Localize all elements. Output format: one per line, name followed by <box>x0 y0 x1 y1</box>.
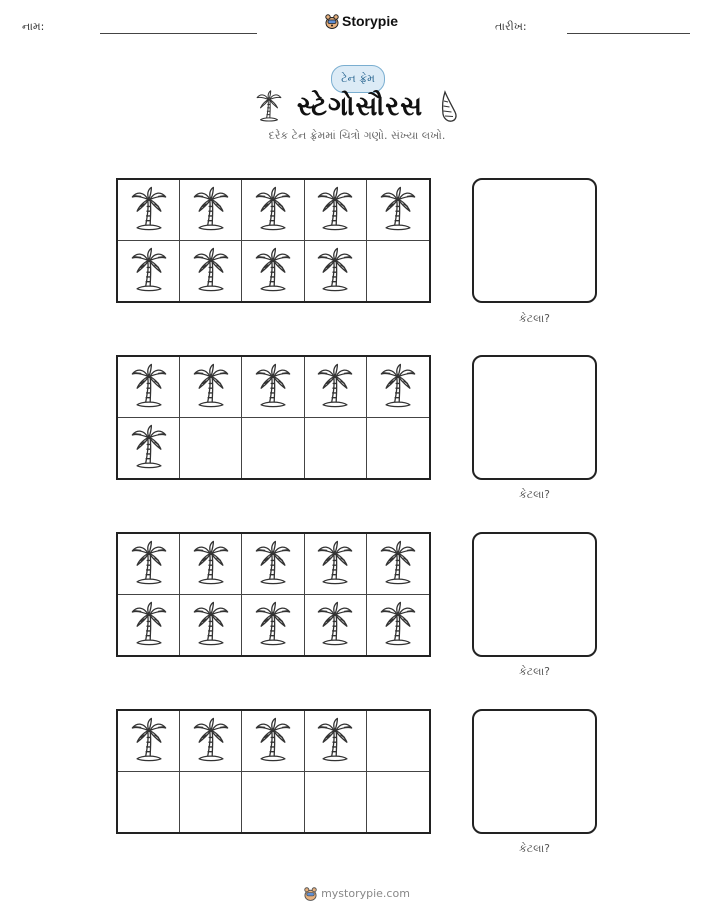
ten-frame-cell <box>118 241 180 302</box>
ten-frame-cell <box>305 241 367 302</box>
ten-frame-cell <box>242 357 304 418</box>
palm-tree-icon <box>130 247 168 295</box>
name-label: નામ: <box>22 20 45 33</box>
mascot-icon <box>325 13 339 29</box>
palm-tree-icon <box>379 186 417 234</box>
ten-frame-cell <box>367 180 429 241</box>
how-many-label-4: કેટલા? <box>518 842 551 855</box>
palm-tree-icon <box>192 601 230 649</box>
date-line[interactable] <box>567 33 690 34</box>
title-row <box>0 87 714 127</box>
ten-frame-cell <box>118 772 180 833</box>
footer <box>0 886 714 901</box>
palm-tree-icon <box>254 601 292 649</box>
palm-tree-icon <box>130 424 168 472</box>
ten-frame-cell <box>118 180 180 241</box>
ten-frame-cell <box>367 534 429 595</box>
topic-tag: ટેન ફ્રેમ <box>331 65 385 93</box>
palm-tree-icon <box>130 186 168 234</box>
ten-frame-cell <box>305 772 367 833</box>
palm-tree-icon <box>254 717 292 765</box>
how-many-label-3: કેટલા? <box>518 665 551 678</box>
ten-frame-4 <box>116 709 431 834</box>
ten-frame-cell <box>242 241 304 302</box>
ten-frame-cell <box>180 180 242 241</box>
ten-frame-cell <box>118 711 180 772</box>
palm-tree-icon <box>130 717 168 765</box>
answer-box-3[interactable] <box>472 532 597 657</box>
ten-frame-cell <box>180 595 242 656</box>
palm-tree-icon <box>130 363 168 411</box>
palm-tree-icon <box>192 363 230 411</box>
palm-tree-icon <box>254 186 292 234</box>
ten-frame-cell <box>367 418 429 479</box>
ten-frame-cell <box>242 418 304 479</box>
date-label: તારીખ: <box>495 20 527 33</box>
palm-tree-icon <box>130 540 168 588</box>
answer-box-4[interactable] <box>472 709 597 834</box>
palm-tree-icon <box>316 601 354 649</box>
brand-name: Storypie <box>342 13 399 29</box>
palm-tree-icon <box>254 540 292 588</box>
stegosaurus-spike-icon <box>437 90 459 124</box>
how-many-label-2: કેટલા? <box>518 488 551 501</box>
ten-frame-cell <box>305 711 367 772</box>
palm-tree-icon <box>192 186 230 234</box>
ten-frame-cell <box>305 418 367 479</box>
palm-tree-icon <box>254 363 292 411</box>
palm-tree-icon <box>254 247 292 295</box>
palm-tree-icon <box>316 186 354 234</box>
ten-frame-cell <box>367 357 429 418</box>
ten-frame-cell <box>367 772 429 833</box>
ten-frame-cell <box>305 357 367 418</box>
mascot-icon <box>304 886 317 901</box>
ten-frame-1 <box>116 178 431 303</box>
ten-frame-3 <box>116 532 431 657</box>
instructions: દરેક ટેન ફ્રેમમાં ચિત્રો ગણો. સંખ્યા લખો. <box>268 129 446 142</box>
ten-frame-cell <box>118 357 180 418</box>
ten-frame-cell <box>180 241 242 302</box>
ten-frame-cell <box>118 418 180 479</box>
ten-frame-cell <box>180 357 242 418</box>
ten-frame-cell <box>367 241 429 302</box>
footer-url[interactable]: mystorypie.com <box>321 887 410 900</box>
ten-frame-cell <box>367 711 429 772</box>
palm-tree-icon <box>316 247 354 295</box>
brand-logo <box>325 13 398 29</box>
ten-frame-cell <box>242 711 304 772</box>
ten-frame-2 <box>116 355 431 480</box>
palm-tree-icon <box>379 601 417 649</box>
ten-frame-cell <box>305 534 367 595</box>
ten-frame-cell <box>242 772 304 833</box>
ten-frame-cell <box>242 534 304 595</box>
palm-tree-icon <box>192 717 230 765</box>
palm-tree-icon <box>316 540 354 588</box>
answer-box-2[interactable] <box>472 355 597 480</box>
palm-tree-icon <box>379 363 417 411</box>
palm-tree-icon <box>379 540 417 588</box>
palm-tree-icon <box>130 601 168 649</box>
ten-frame-cell <box>180 772 242 833</box>
how-many-label-1: કેટલા? <box>518 312 551 325</box>
ten-frame-cell <box>180 711 242 772</box>
ten-frame-cell <box>118 595 180 656</box>
name-line[interactable] <box>100 33 257 34</box>
page-title: સ્ટેગોસૌરસ <box>296 91 424 122</box>
palm-tree-icon <box>316 717 354 765</box>
answer-box-1[interactable] <box>472 178 597 303</box>
palm-tree-icon <box>255 90 283 124</box>
ten-frame-cell <box>180 418 242 479</box>
ten-frame-cell <box>242 595 304 656</box>
palm-tree-icon <box>192 247 230 295</box>
palm-tree-icon <box>192 540 230 588</box>
ten-frame-cell <box>367 595 429 656</box>
ten-frame-cell <box>118 534 180 595</box>
ten-frame-cell <box>180 534 242 595</box>
ten-frame-cell <box>242 180 304 241</box>
ten-frame-cell <box>305 180 367 241</box>
palm-tree-icon <box>316 363 354 411</box>
ten-frame-cell <box>305 595 367 656</box>
